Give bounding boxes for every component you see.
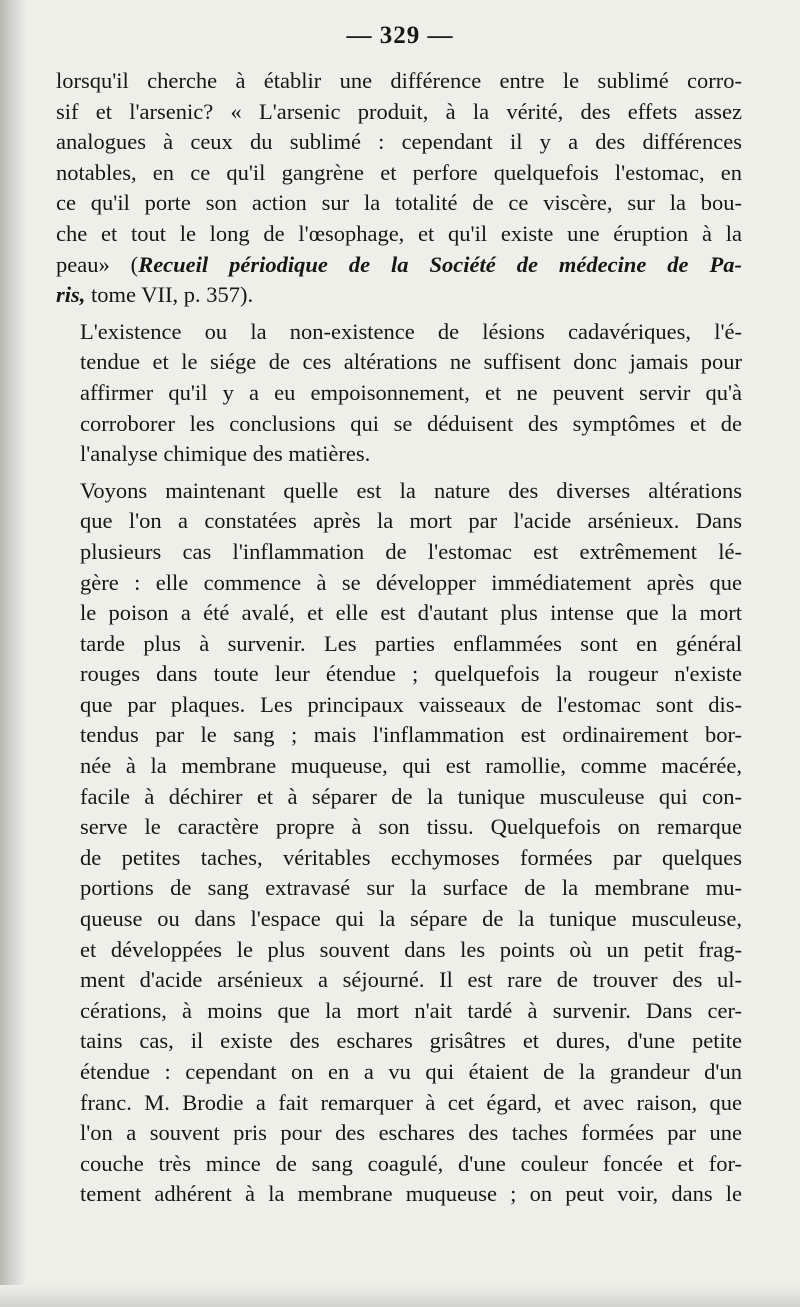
text-line: couche très mince de sang coagulé, d'une couleur foncée et for- (80, 1150, 742, 1176)
text-line: l'on a souvent pris pour des eschares des taches formées par une (80, 1120, 742, 1146)
citation-lead: peau» ( (56, 251, 139, 277)
text-line: notables, en ce qu'il gangrène et perfore quelquefois l'estomac, en (56, 159, 742, 185)
text-line: serve le caractère propre à son tissu. Quelquefois on remarque (80, 814, 742, 840)
text-line: le poison a été avalé, et elle est d'autant plus intense que la mort (80, 600, 742, 626)
text-line: tarde plus à survenir. Les parties enflammées sont en général (80, 630, 742, 656)
text-line: che et tout le long de l'œsophage, et qu'il existe une éruption à la (56, 220, 742, 246)
text-line: que par plaques. Les principaux vaisseaux de l'estomac sont dis- (80, 691, 742, 717)
text-line: née à la membrane muqueuse, qui est ramollie, comme macérée, (80, 753, 742, 779)
text-line: ment d'acide arsénieux a séjourné. Il est rare de trouver des ul- (80, 967, 742, 993)
text-line: portions de sang extravasé sur la surface de la membrane mu- (80, 875, 742, 901)
text-line: tendus par le sang ; mais l'inflammation est ordinairement bor- (80, 722, 742, 748)
text-line: queuse ou dans l'espace qui la sépare de la tunique musculeuse, (80, 906, 742, 932)
text-line: analogues à ceux du sublimé : cependant il y a des différences (56, 129, 742, 155)
text-line: rouges dans toute leur étendue ; quelquefois la rougeur n'existe (80, 661, 742, 687)
body-text (56, 66, 742, 1216)
text-line: que l'on a constatées après la mort par l'acide arsénieux. Dans (80, 508, 742, 534)
text-line: cérations, à moins que la mort n'ait tardé à survenir. Dans cer- (80, 997, 742, 1023)
paragraph-1 (56, 66, 742, 311)
text-line: franc. M. Brodie a fait remarquer à cet égard, et avec raison, que (80, 1089, 742, 1115)
page-number: — 329 — (346, 22, 454, 49)
text-line: L'existence ou la non-existence de lésions cadavériques, l'é- (80, 318, 742, 344)
text-line: plusieurs cas l'inflammation de l'estomac est extrêmement lé- (80, 538, 742, 564)
text-line: étendue : cependant on en a vu qui étaient de la grandeur d'un (80, 1059, 742, 1084)
text-line: et développées le plus souvent dans les points où un petit frag- (80, 936, 742, 962)
text-line: facile à déchirer et à séparer de la tunique musculeuse qui con- (80, 783, 742, 809)
text-line: tains cas, il existe des eschares grisâtres et dures, d'une petite (80, 1028, 742, 1054)
citation-title: Recueil périodique de la Société de médecine de Pa- (138, 251, 742, 277)
text-line: Voyons maintenant quelle est la nature des diverses altérations (80, 477, 742, 503)
citation-line (56, 280, 742, 311)
binding-shadow (0, 0, 26, 1307)
text-line: lorsqu'il cherche à établir une différence entre le sublimé corro- (56, 68, 742, 93)
citation-line (56, 250, 742, 281)
text-line: corroborer les conclusions qui se déduisent des symptômes et de (80, 410, 742, 436)
text-line: tendue et le siége de ces altérations ne suffisent donc jamais pour (80, 349, 742, 375)
paragraph-2 (56, 317, 742, 470)
text-line: ce qu'il porte son action sur la totalité de ce viscère, sur la bou- (56, 190, 742, 216)
text-line: l'analyse chimique des matières. (80, 441, 371, 467)
page-edge-shadow (0, 1285, 800, 1307)
citation-title-end: ris, (56, 282, 86, 308)
text-line: sif et l'arsenic? « L'arsenic produit, à la vérité, des effets assez (56, 98, 742, 124)
text-line: de petites taches, véritables ecchymoses formées par quelques (80, 844, 742, 870)
citation-tail: tome VII, p. 357). (85, 282, 254, 308)
text-line: gère : elle commence à se développer immédiatement après que (80, 569, 742, 595)
paragraph-3 (56, 476, 742, 1210)
text-line: affirmer qu'il y a eu empoisonnement, et ne peuvent servir qu'à (80, 379, 742, 405)
text-line: tement adhérent à la membrane muqueuse ; on peut voir, dans le (80, 1181, 742, 1207)
